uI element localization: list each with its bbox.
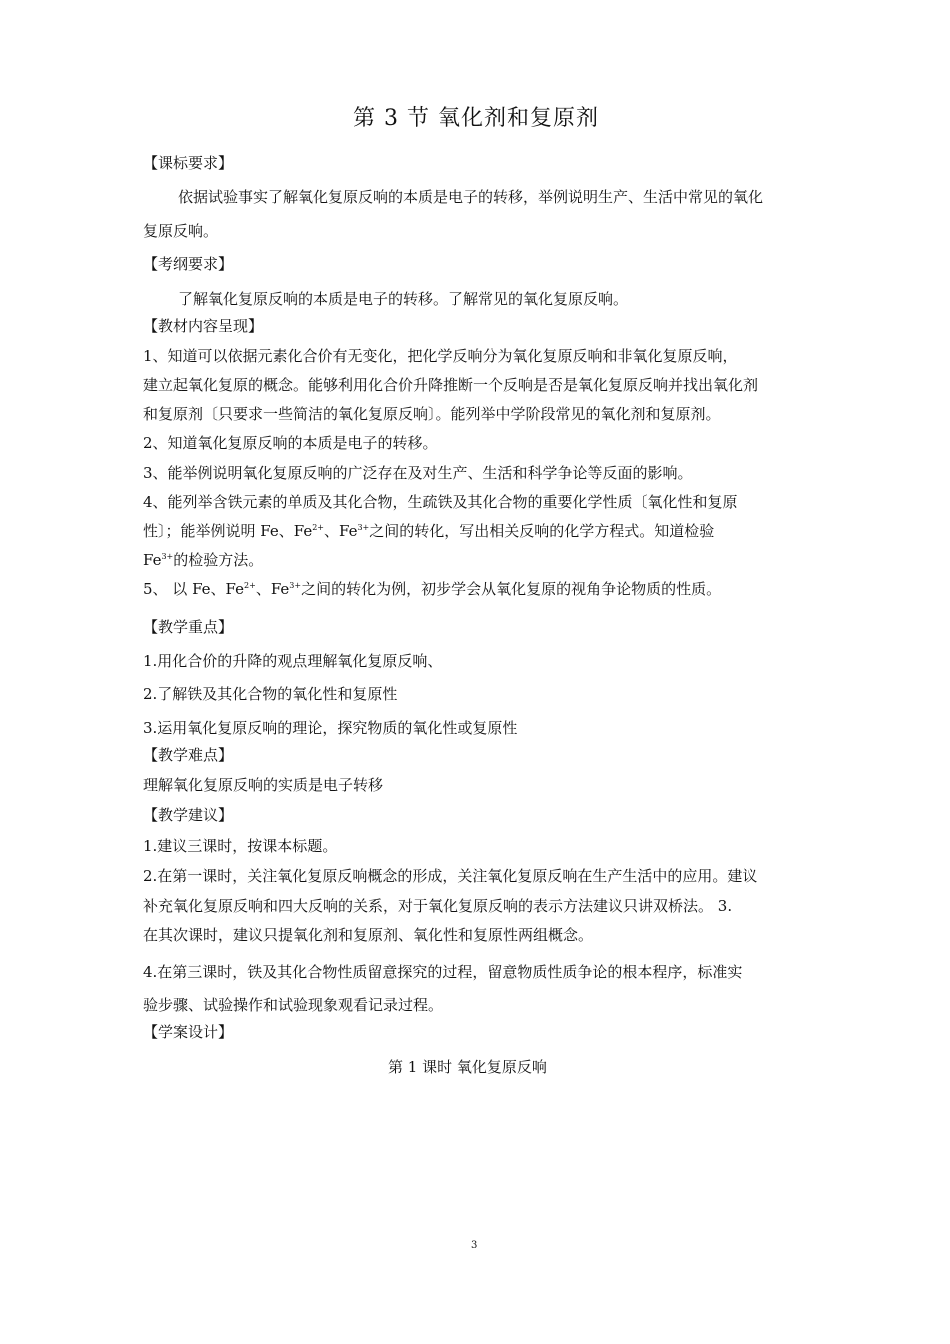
text-fragment: Fe — [143, 551, 162, 569]
text-fragment: 5、 以 Fe、Fe — [143, 580, 245, 598]
paragraph-line: 4、能列举含铁元素的单质及其化合物，生疏铁及其化合物的重要化学性质〔氧化性和复原 — [143, 493, 738, 511]
list-item: 2.在第一课时，关注氧化复原反响概念的形成，关注氧化复原反响在生产生活中的应用。建议 — [143, 867, 758, 885]
paragraph-line — [143, 579, 721, 599]
paragraph-line: 补充氧化复原反响和四大反响的关系，对于氧化复原反响的表示方法建议只讲双桥法。 3. — [143, 897, 733, 915]
paragraph-line: 了解氧化复原反响的本质是电子的转移。了解常见的氧化复原反响。 — [178, 290, 629, 308]
paragraph-line — [143, 550, 263, 570]
paragraph-line: 2、知道氧化复原反响的本质是电子的转移。 — [143, 434, 438, 452]
section-heading-kebiao: 【课标要求】 — [143, 154, 234, 172]
text-fragment: 的检验方法。 — [173, 551, 264, 569]
list-item: 1.建议三课时，按课本标题。 — [143, 837, 338, 855]
list-item: 2.了解铁及其化合物的氧化性和复原性 — [143, 685, 398, 703]
page-title: 第 3 节 氧化剂和复原剂 — [353, 106, 599, 131]
superscript-charge: 3+ — [289, 581, 302, 590]
paragraph-line: 在其次课时，建议只提氧化剂和复原剂、氧化性和复原性两组概念。 — [143, 926, 594, 944]
text-fragment: 、Fe — [324, 522, 358, 540]
list-item: 4.在第三课时，铁及其化合物性质留意探究的过程，留意物质性质争论的根本程序，标准实 — [143, 963, 743, 981]
text-fragment: 之间的转化为例，初步学会从氧化复原的视角争论物质的性质。 — [301, 580, 722, 598]
text-fragment: 、Fe — [255, 580, 290, 598]
text-fragment: 性〕；能举例说明 Fe、Fe — [143, 522, 313, 540]
paragraph-line: 和复原剂〔只要求一些简洁的氧化复原反响〕。能列举中学阶段常见的氧化剂和复原剂。 — [143, 405, 721, 423]
paragraph-line: 复原反响。 — [143, 222, 219, 240]
paragraph-line: 依据试验事实了解氧化复原反响的本质是电子的转移，举例说明生产、生活中常见的氧化 — [178, 188, 764, 206]
paragraph-line: 验步骤、试验操作和试验现象观看记录过程。 — [143, 996, 444, 1014]
section-heading-jiaocai: 【教材内容呈现】 — [143, 317, 264, 335]
section-heading-jianyi: 【教学建议】 — [143, 806, 234, 824]
page-number: 3 — [471, 1240, 478, 1251]
list-item: 1.用化合价的升降的观点理解氧化复原反响、 — [143, 652, 443, 670]
paragraph-line: 理解氧化复原反响的实质是电子转移 — [143, 776, 384, 794]
superscript-charge: 2+ — [244, 581, 256, 590]
lesson-subtitle: 第 1 课时 氧化复原反响 — [388, 1058, 547, 1076]
section-heading-kaogang: 【考纲要求】 — [143, 255, 234, 273]
superscript-charge: 2+ — [312, 523, 324, 532]
text-fragment: 之间的转化，写出相关反响的化学方程式。知道检验 — [369, 522, 715, 540]
list-item: 3.运用氧化复原反响的理论，探究物质的氧化性或复原性 — [143, 719, 518, 737]
paragraph-line — [143, 521, 714, 541]
section-heading-zhongdian: 【教学重点】 — [143, 618, 234, 636]
section-heading-nandian: 【教学难点】 — [143, 746, 234, 764]
superscript-charge: 3+ — [161, 552, 174, 561]
paragraph-line: 3、能举例说明氧化复原反响的广泛存在及对生产、生活和科学争论等反面的影响。 — [143, 464, 693, 482]
paragraph-line: 建立起氧化复原的概念。能够利用化合价升降推断一个反响是否是氧化复原反响并找出氧化剂 — [143, 376, 759, 394]
superscript-charge: 3+ — [357, 523, 370, 532]
paragraph-line: 1、知道可以依据元素化合价有无变化，把化学反响分为氧化复原反响和非氧化复原反响， — [143, 347, 738, 365]
section-heading-xuean: 【学案设计】 — [143, 1023, 234, 1041]
